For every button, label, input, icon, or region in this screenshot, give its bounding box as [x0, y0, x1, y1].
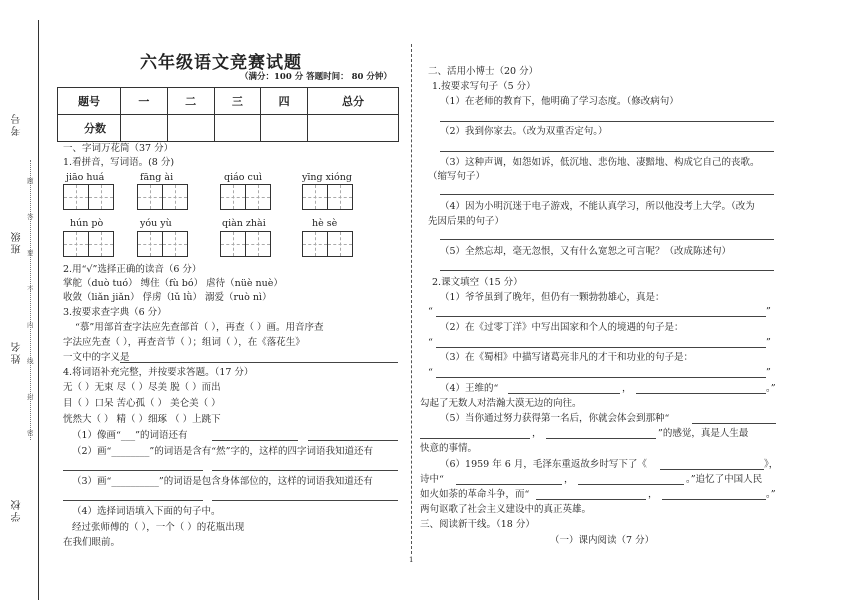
sub-question-line: 在我们眼前。	[63, 537, 121, 548]
question-2-line: 收敛（liǎn jiǎn） 俘虏（lǔ lǜ） 溺爱（ruò nì）	[63, 292, 272, 303]
pinyin: yīng xióng	[302, 172, 352, 183]
answer-line[interactable]	[212, 440, 298, 441]
question-1: 1.看拼音，写词语。(8 分)	[63, 157, 175, 168]
score-header-cell: 一	[121, 88, 168, 115]
score-row-label: 分数	[58, 115, 121, 142]
char-grid[interactable]	[63, 231, 113, 257]
class-label: 班级	[12, 230, 23, 254]
pinyin: qiàn zhài	[222, 218, 266, 229]
sub-question: （5）全然忘却，毫无忽恨，又有什么宽恕之可言呢？（改成陈述句）	[440, 246, 732, 257]
sub-question: （1）像画“___”的词语还有	[72, 430, 188, 441]
score-header-cell: 三	[214, 88, 261, 115]
answer-line[interactable]	[436, 347, 766, 348]
sub-question-line: 经过张师傅的（ ），一个（ ）的花瓶出现	[72, 522, 245, 533]
question-3: 3.按要求查字典（6 分）	[63, 307, 167, 318]
page-number: 1	[409, 556, 414, 564]
score-cell[interactable]	[308, 115, 399, 142]
answer-line[interactable]	[660, 469, 764, 470]
sub-question: （1）在老师的教育下，他明确了学习态度。（修改病句）	[440, 96, 679, 107]
question-3-line: 一文中的字义是	[63, 352, 130, 363]
char-grid[interactable]	[137, 231, 187, 257]
answer-line[interactable]	[440, 270, 774, 271]
score-cell[interactable]	[214, 115, 261, 142]
column-divider	[411, 44, 412, 554]
sub-question: （4）因为小明沉迷于电子游戏，不能认真学习，所以他没考上大学。（改为	[440, 201, 755, 212]
seal-char: 答	[27, 213, 34, 221]
pinyin: yóu yù	[140, 218, 172, 229]
question-3-line: 字法应先查（ ），再查音节（ ）；组词（ ），在《落花生》	[63, 337, 305, 348]
sub-question: （2）我到你家去。（改为双重否定句。）	[440, 126, 608, 137]
idiom-row: 目（ ）口呆 苦心孤（ ） 美仑美（ ）	[63, 398, 221, 409]
idiom-row: 无（ ）无束 尽（ ）尽美 脱（ ）而出	[63, 382, 221, 393]
answer-line[interactable]	[456, 484, 562, 485]
answer-line[interactable]	[440, 194, 774, 195]
answer-line[interactable]	[440, 121, 774, 122]
pinyin: jiāo huá	[66, 172, 105, 183]
answer-line[interactable]	[440, 151, 774, 152]
sub-question: 诗中“	[420, 474, 444, 485]
sub-question: （1）爷爷虽到了晚年，但仍有一颗勃勃雄心，真是：	[440, 292, 665, 303]
score-cell[interactable]	[261, 115, 308, 142]
sub-question: 快意的事情。	[420, 443, 478, 454]
sub-question: （4）王维的“	[440, 383, 499, 394]
exam-title: 六年级语文竞赛试题	[140, 53, 302, 73]
char-grid[interactable]	[220, 184, 270, 210]
seal-char: 封	[27, 393, 34, 401]
sub-question: 两句讴歌了社会主义建设中的真正英雄。	[420, 504, 592, 515]
sub-question: （3）画“__________”的词语是包含身体部位的，这样的词语我知道还有	[72, 476, 373, 487]
sub-question: （4）选择词语填入下面的句子中。	[72, 506, 221, 517]
answer-line[interactable]	[546, 438, 656, 439]
question-3-line: “慕”用部首查字法应先查部首（ ），再查（ ）画。用音序查	[75, 322, 324, 333]
sub-question: 》，	[764, 459, 779, 470]
score-table	[57, 87, 399, 142]
seal-char: 线	[27, 357, 34, 365]
answer-line[interactable]	[63, 500, 203, 501]
sub-question: （3）在《蜀相》中描写诸葛亮非凡的才干和功业的句子是：	[440, 352, 694, 363]
name-label: 姓名	[12, 340, 23, 364]
char-grid[interactable]	[137, 184, 187, 210]
question-2-line: 掌舵（duò tuó） 缚住（fù bó） 虐待（nüè nuè）	[63, 278, 283, 289]
sub-question: 先因后果的句子）	[428, 216, 505, 227]
sub-question: 如火如荼的革命斗争，而“	[420, 489, 530, 500]
seal-char: 不	[27, 285, 34, 293]
char-grid[interactable]	[220, 231, 270, 257]
answer-line[interactable]	[308, 440, 398, 441]
exam-number-label: 考号	[12, 112, 23, 136]
answer-line[interactable]	[63, 470, 203, 471]
pinyin: qiáo cuì	[224, 172, 262, 183]
seal-char: 密	[27, 429, 34, 437]
answer-line[interactable]	[508, 393, 620, 394]
score-header-cell: 总分	[308, 88, 399, 115]
pinyin: fāng ài	[140, 172, 174, 183]
sub-question: （3）这种声调，如怨如诉，低沉地、悲伤地、凄黯地、构成它自己的丧歌。	[440, 157, 760, 168]
answer-line[interactable]	[578, 484, 684, 485]
sub-question: （2）画“________”的词语是含有“然”字的，这样的四字词语我知道还有	[72, 446, 373, 457]
school-label: 学校	[12, 498, 23, 522]
question-2: 2.用“√”选择正确的读音（6 分）	[63, 264, 202, 275]
idiom-row: 恍然大（ ） 精（ ）细琢 （ ）上跳下	[63, 414, 221, 425]
answer-line[interactable]	[436, 316, 766, 317]
score-header-cell: 四	[261, 88, 308, 115]
seal-char: 要	[27, 249, 34, 257]
answer-line[interactable]	[440, 239, 774, 240]
sub-question: ”的感觉，真是人生最	[658, 428, 749, 439]
seal-char: 内	[27, 321, 34, 329]
exam-meta: （满分：100 分 答题时间： 80 分钟）	[240, 72, 392, 82]
sub-question: （2）在《过零丁洋》中写出国家和个人的境遇的句子是：	[440, 322, 684, 333]
binding-line	[38, 20, 39, 600]
score-header-cell: 二	[167, 88, 214, 115]
score-cell[interactable]	[121, 115, 168, 142]
char-grid[interactable]	[63, 184, 113, 210]
section-2-heading: 二、活用小博士（20 分）	[428, 66, 539, 77]
sub-question: （5）当你通过努力获得第一名后，你就会体会到那种“	[440, 413, 670, 424]
char-grid[interactable]	[302, 231, 352, 257]
sub-question: （缩写句子）	[428, 171, 486, 182]
answer-line[interactable]	[120, 362, 398, 363]
answer-line[interactable]	[420, 438, 530, 439]
binding-strip	[0, 0, 46, 606]
answer-line[interactable]	[536, 499, 646, 500]
pinyin: hún pò	[70, 218, 104, 229]
answer-line[interactable]	[212, 470, 398, 471]
section-3-heading: 三、阅读新干线。（18 分）	[420, 519, 535, 530]
question-r2: 2.课文填空（15 分）	[432, 277, 523, 288]
section-1-heading: 一、字词万花筒（37 分）	[63, 143, 174, 154]
score-header-cell: 题号	[58, 88, 121, 115]
answer-line[interactable]	[692, 423, 776, 424]
score-cell[interactable]	[167, 115, 214, 142]
answer-line[interactable]	[636, 393, 766, 394]
sub-question: 勾起了无数人对浩瀚大漠无边的向往。	[420, 398, 582, 409]
question-4: 4.将词语补充完整，并按要求答题。（17 分）	[63, 367, 254, 378]
char-grid[interactable]	[302, 184, 352, 210]
sub-question: （6）1959 年 6 月，毛泽东重返故乡时写下了《	[440, 459, 647, 470]
pinyin: hè sè	[312, 218, 338, 229]
question-r1: 1.按要求写句子（5 分）	[432, 81, 536, 92]
section-3-sub: （一）课内阅读（7 分）	[550, 535, 655, 546]
sub-question: 。”追忆了中国人民	[686, 474, 763, 485]
answer-line[interactable]	[212, 500, 398, 501]
answer-line[interactable]	[436, 377, 766, 378]
seal-char: 题	[27, 177, 34, 185]
answer-line[interactable]	[662, 499, 766, 500]
